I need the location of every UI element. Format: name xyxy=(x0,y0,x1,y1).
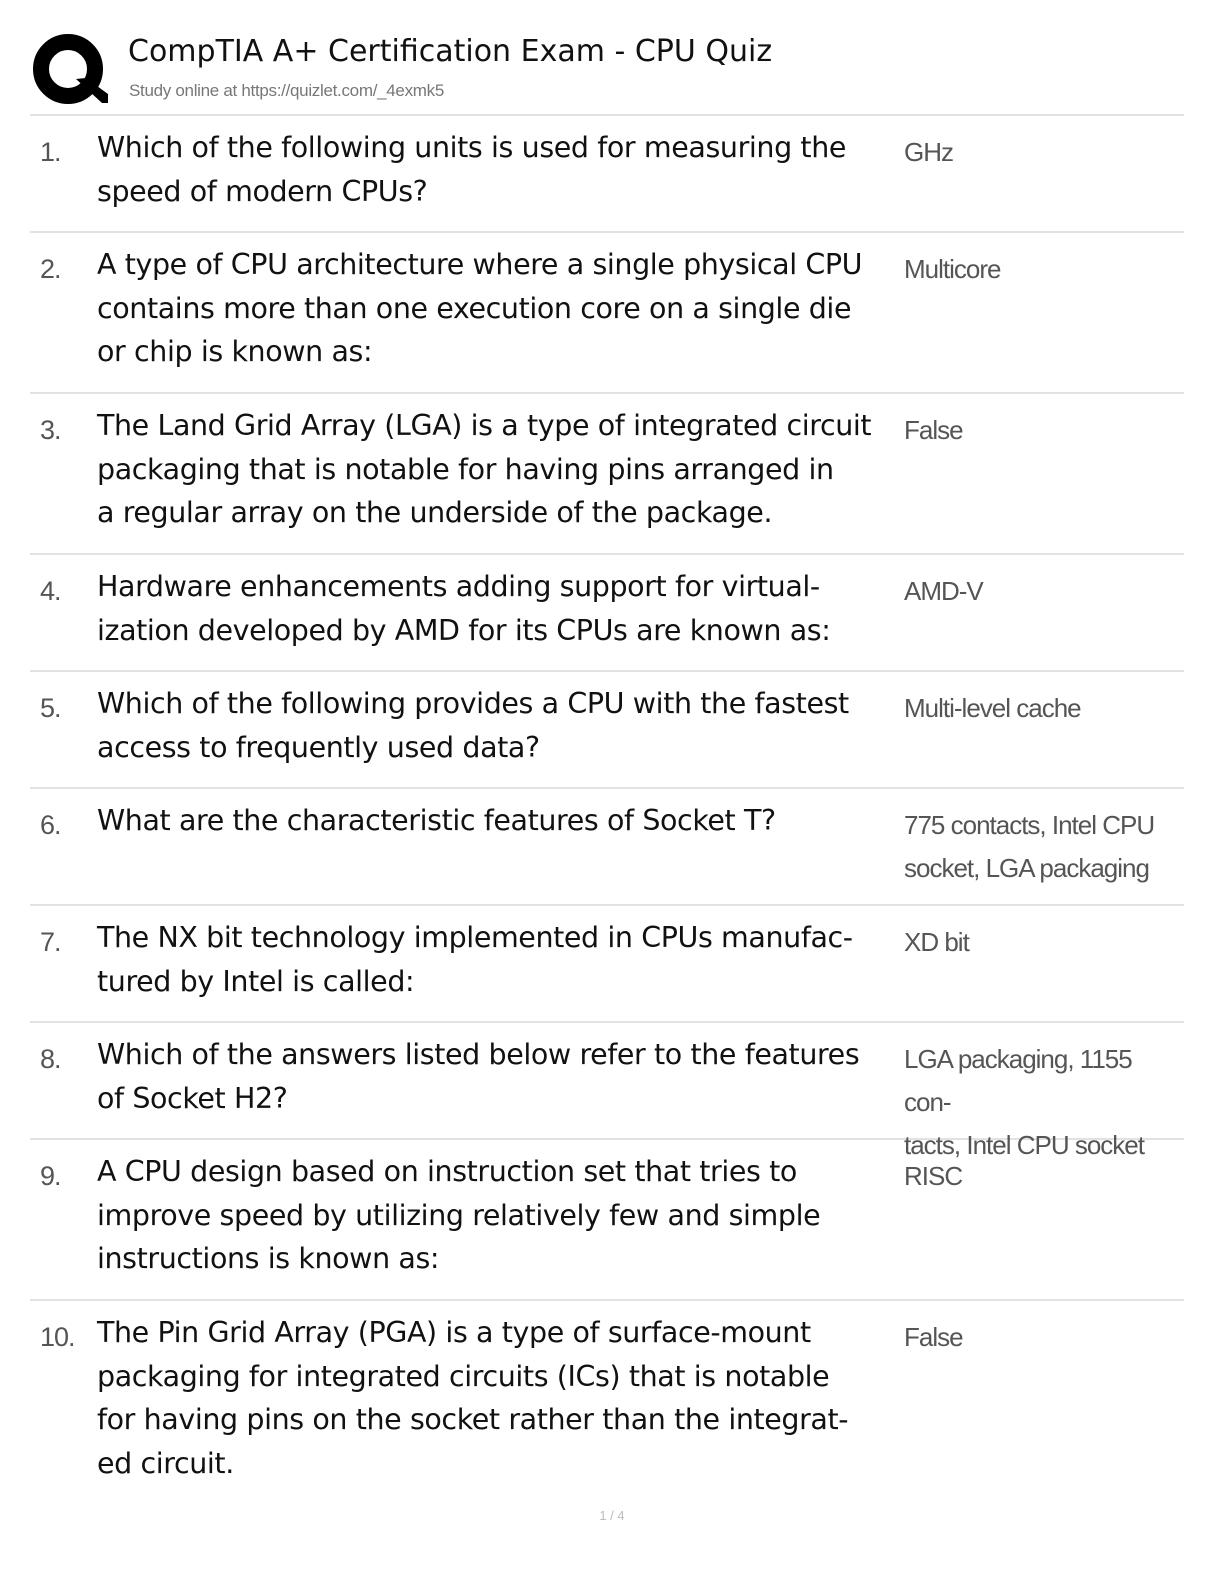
flashcard-list xyxy=(30,116,1184,1507)
page-number: 1 / 4 xyxy=(599,1508,625,1523)
flashcard xyxy=(30,116,1184,233)
document-header xyxy=(30,28,1184,116)
answer-text: Multi-level cache xyxy=(904,693,1081,723)
question-text: The Land Grid Array (LGA) is a type of integrated circuit packaging that is notable for having pins arranged in a regular array on the underside of the package. xyxy=(97,409,872,529)
question-text: The Pin Grid Array (PGA) is a type of surface-mount packaging for integrated circuits (ICs) that is notable for having pins on the socket rather than the integrat- ed circuit. xyxy=(97,1316,849,1480)
flashcard xyxy=(30,233,1184,394)
question-text: The NX bit technology implemented in CPUs manufac- tured by Intel is called: xyxy=(97,921,853,998)
page-title: CompTIA A+ Certification Exam - CPU Quiz xyxy=(128,34,773,69)
question-text: Which of the following units is used for measuring the speed of modern CPUs? xyxy=(97,131,846,208)
question-number: 6. xyxy=(40,810,61,840)
flashcard xyxy=(30,1023,1184,1160)
question-number: 1. xyxy=(40,137,61,167)
question-number: 8. xyxy=(40,1044,61,1074)
question-text: A CPU design based on instruction set that tries to improve speed by utilizing relatively few and simple instructions is known as: xyxy=(97,1155,821,1275)
answer-text: LGA packaging, 1155 con- tacts, Intel CPU socket xyxy=(904,1044,1144,1160)
study-online-link[interactable]: Study online at https://quizlet.com/_4exmk5 xyxy=(129,81,444,100)
question-number: 10. xyxy=(40,1322,75,1352)
question-text: What are the characteristic features of Socket T? xyxy=(97,804,776,837)
quizlet-q-logo-icon xyxy=(32,32,108,108)
question-text: A type of CPU architecture where a single physical CPU contains more than one execution core on a single die or chip is known as: xyxy=(97,248,863,368)
answer-text: False xyxy=(904,415,963,445)
answer-text: RISC xyxy=(904,1161,963,1191)
question-text: Hardware enhancements adding support for virtual- ization developed by AMD for its CPUs are known as: xyxy=(97,570,831,647)
question-number: 2. xyxy=(40,254,61,284)
flashcard xyxy=(30,1301,1184,1507)
flashcard xyxy=(30,789,1184,906)
flashcard xyxy=(30,555,1184,672)
answer-text: 775 contacts, Intel CPU socket, LGA packaging xyxy=(904,810,1155,883)
question-number: 5. xyxy=(40,693,61,723)
flashcard xyxy=(30,672,1184,789)
question-number: 4. xyxy=(40,576,61,606)
answer-text: False xyxy=(904,1322,963,1352)
question-number: 3. xyxy=(40,415,61,445)
question-number: 9. xyxy=(40,1161,61,1191)
answer-text: GHz xyxy=(904,137,953,167)
answer-text: Multicore xyxy=(904,254,1001,284)
question-text: Which of the answers listed below refer to the features of Socket H2? xyxy=(97,1038,860,1115)
question-number: 7. xyxy=(40,927,61,957)
flashcard xyxy=(30,1140,1184,1301)
question-text: Which of the following provides a CPU with the fastest access to frequently used data? xyxy=(97,687,849,764)
flashcard xyxy=(30,906,1184,1023)
answer-text: AMD-V xyxy=(904,576,983,606)
answer-text: XD bit xyxy=(904,927,969,957)
flashcard xyxy=(30,394,1184,555)
